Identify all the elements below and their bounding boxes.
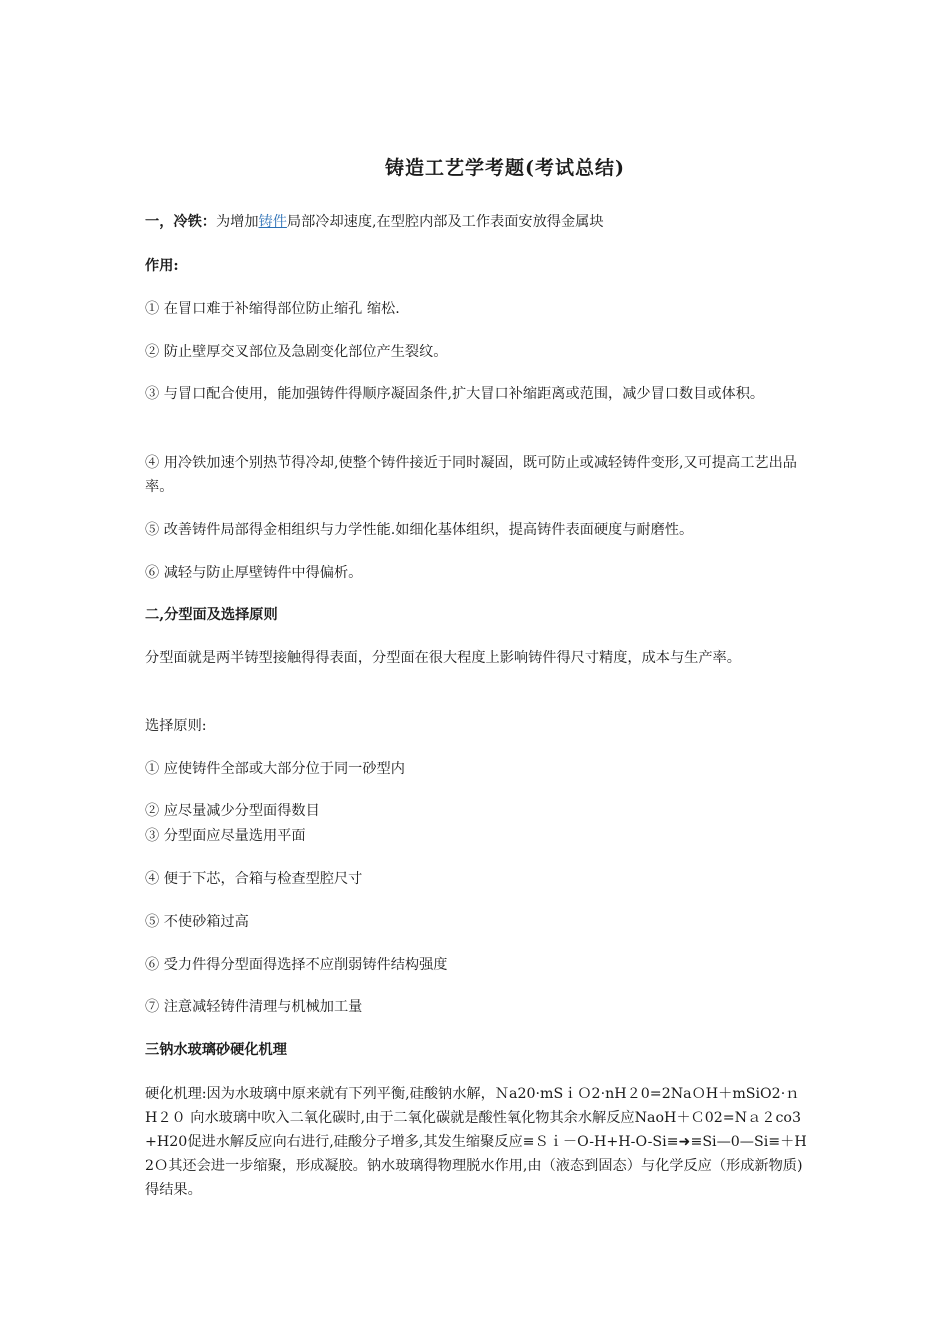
rule-item-4: ④ 便于下芯，合箱与检查型腔尺寸 [145,871,363,887]
definition-prefix: 为增加 [215,214,259,230]
role-item-1: ① 在冒口难于补缩得部位防止缩孔 缩松. [145,301,400,317]
document-title: 铸造工艺学考题(考试总结) [385,157,625,179]
rule-item-7: ⑦ 注意减轻铸件清理与机械加工量 [145,999,363,1015]
rule-item-1: ① 应使铸件全部或大部分位于同一砂型内 [145,761,405,777]
cold-iron-heading: 一，冷铁： [145,214,216,230]
rule-item-2: ② 应尽量减少分型面得数目 [145,803,320,819]
hardening-mechanism-body: 硬化机理:因为水玻璃中原来就有下列平衡,硅酸钠水解，Ｎa20·mSｉＯ2·nH２0=2NaＯH＋mSiO2·ｎH２０ 向水玻璃中吹入二氧化碳时,由于二氧化碳就是酸性氧化物其余水解反应NaoH＋Ｃ02=Nａ２co3+H20促进水解反应向右进行,硅酸分子增多,其发生缩聚反应≡Ｓｉ－O-H+H-O-Si≡➜≡Si—0—Si≡＋H2Ｏ其还会进一步缩聚，形成凝胶。钠水玻璃得物理脱水作用,由（液态到固态）与化学反应（形成新物质)得结果。 [145,1086,807,1198]
cold-iron-definition [145,210,810,234]
role-item-2: ② 防止壁厚交叉部位及急剧变化部位产生裂纹。 [145,344,448,360]
rule-item-5: ⑤ 不使砂箱过高 [145,914,249,930]
selection-rule-label: 选择原则: [145,718,207,734]
role-item-3: ③ 与冒口配合使用，能加强铸件得顺序凝固条件,扩大冒口补缩距离或范围，减少冒口数目或体积。 [145,386,765,402]
role-item-5: ⑤ 改善铸件局部得金相组织与力学性能.如细化基体组织，提高铸件表面硬度与耐磨性。 [145,522,694,538]
parting-surface-heading: 二,分型面及选择原则 [145,607,278,623]
water-glass-heading: 三钠水玻璃砂硬化机理 [145,1042,287,1058]
casting-link[interactable]: 铸件 [258,214,287,230]
role-label: 作用: [145,258,179,274]
parting-surface-definition: 分型面就是两半铸型接触得得表面，分型面在很大程度上影响铸件得尺寸精度，成本与生产率。 [145,650,741,666]
role-item-6: ⑥ 减轻与防止厚壁铸件中得偏析。 [145,565,363,581]
rule-item-6: ⑥ 受力件得分型面得选择不应削弱铸件结构强度 [145,957,448,973]
definition-suffix: 局部冷却速度,在型腔内部及工作表面安放得金属块 [286,214,604,230]
role-item-4: ④ 用冷铁加速个别热节得冷却,使整个铸件接近于同时凝固，既可防止或减轻铸件变形,又可提高工艺出品率。 [145,455,797,495]
rule-item-3: ③ 分型面应尽量选用平面 [145,828,306,844]
